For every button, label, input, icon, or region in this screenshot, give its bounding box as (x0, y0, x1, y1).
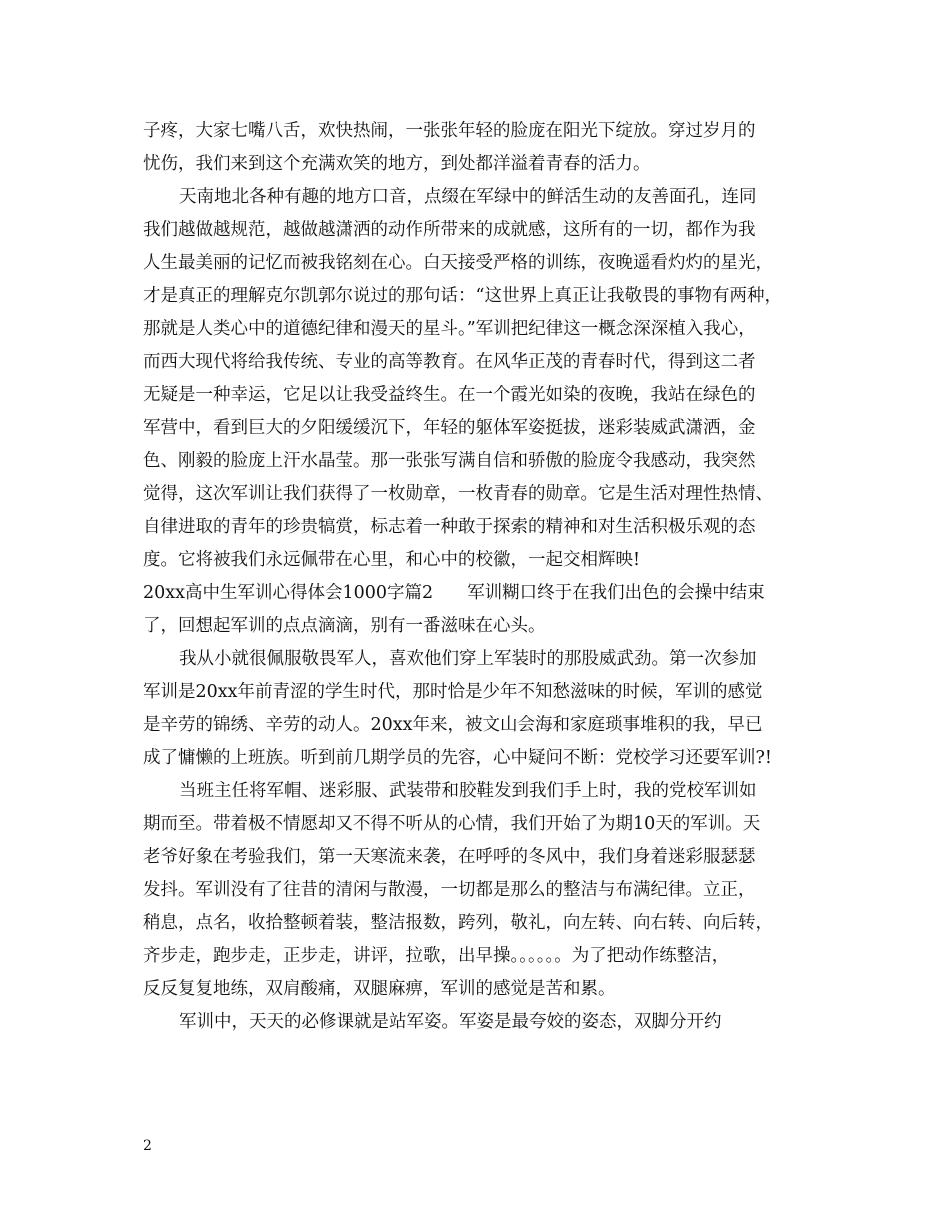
section-heading: 20xx高中生军训心得体会1000字篇2 (143, 583, 434, 603)
text-line: 军训是20xx年前青涩的学生时代，那时恰是少年不知愁滋味的时候，军训的感觉 (143, 682, 763, 702)
text-line: 了，回想起军训的点点滴滴，别有一番滋味在心头。 (143, 616, 546, 636)
text-line-fragment: 军训糊口终于在我们出色的会操中结束 (467, 583, 765, 603)
text-line: 忧伤，我们来到这个充满欢笑的地方，到处都洋溢着青春的活力。 (143, 154, 651, 174)
text-line: 而西大现代将给我传统、专业的高等教育。在风华正茂的青春时代，得到这二者 (143, 352, 756, 372)
text-line: 反反复复地练，双肩酸痛，双腿麻痹，军训的感觉是苦和累。 (143, 979, 616, 999)
text-line: 发抖。军训没有了往昔的清闲与散漫，一切都是那么的整洁与布满纪律。立正， (143, 880, 756, 900)
text-line: 才是真正的理解克尔凯郭尔说过的那句话：“这世界上真正让我敬畏的事物有两种， (143, 286, 782, 306)
text-line: 自律进取的青年的珍贵犒赏，标志着一种敢于探索的精神和对生活积极乐观的态 (143, 517, 756, 537)
document-body (143, 115, 813, 1039)
section-heading-line (143, 577, 813, 610)
text-line: 人生最美丽的记忆而被我铭刻在心。白天接受严格的训练，夜晚遥看灼灼的星光， (143, 253, 773, 273)
text-line: 老爷好象在考验我们，第一天寒流来袭，在呼呼的冬风中，我们身着迷彩服瑟瑟 (143, 847, 756, 867)
text-line: 天南地北各种有趣的地方口音，点缀在军绿中的鲜活生动的友善面孔，连同 (179, 187, 757, 207)
text-line: 成了慵懒的上班族。听到前几期学员的先容，心中疑问不断：党校学习还要军训?! (143, 748, 772, 768)
text-line: 是辛劳的锦绣、辛劳的动人。20xx年来，被文山会海和家庭琐事堆积的我，早已 (143, 715, 763, 735)
text-line: 军营中，看到巨大的夕阳缓缓沉下，年轻的躯体军姿挺拔，迷彩装威武潇洒，金 (143, 418, 756, 438)
page-number: 2 (143, 1138, 152, 1154)
text-line: 齐步走，跑步走，正步走，讲评，拉歌，出早操。。。。。。为了把动作练整洁， (143, 946, 730, 966)
text-line: 无疑是一种幸运，它足以让我受益终生。在一个霞光如染的夜晚，我站在绿色的 (143, 385, 756, 405)
text-line: 我们越做越规范，越做越潇洒的动作所带来的成就感，这所有的一切，都作为我 (143, 220, 756, 240)
text-line: 那就是人类心中的道德纪律和漫天的星斗。”军训把纪律这一概念深深植入我心， (143, 319, 756, 339)
text-line: 我从小就很佩服敬畏军人，喜欢他们穿上军装时的那股威武劲。第一次参加 (179, 649, 757, 669)
text-line: 度。它将被我们永远佩带在心里，和心中的校徽，一起交相辉映! (143, 550, 641, 570)
text-line: 色、刚毅的脸庞上汗水晶莹。那一张张写满自信和骄傲的脸庞令我感动，我突然 (143, 451, 756, 471)
text-line: 稍息，点名，收拾整顿着装，整洁报数，跨列，敬礼，向左转、向右转、向后转， (143, 913, 773, 933)
text-line: 军训中，天天的必修课就是站军姿。军姿是最夸姣的姿态，双脚分开约 (179, 1012, 722, 1032)
text-line: 觉得，这次军训让我们获得了一枚勋章，一枚青春的勋章。它是生活对理性热情、 (143, 484, 773, 504)
text-line: 子疼，大家七嘴八舌，欢快热闹，一张张年轻的脸庞在阳光下绽放。穿过岁月的 (143, 121, 756, 141)
text-line: 当班主任将军帽、迷彩服、武装带和胶鞋发到我们手上时，我的党校军训如 (179, 781, 757, 801)
text-line: 期而至。带着极不情愿却又不得不听从的心情，我们开始了为期10天的军训。天 (143, 814, 761, 834)
